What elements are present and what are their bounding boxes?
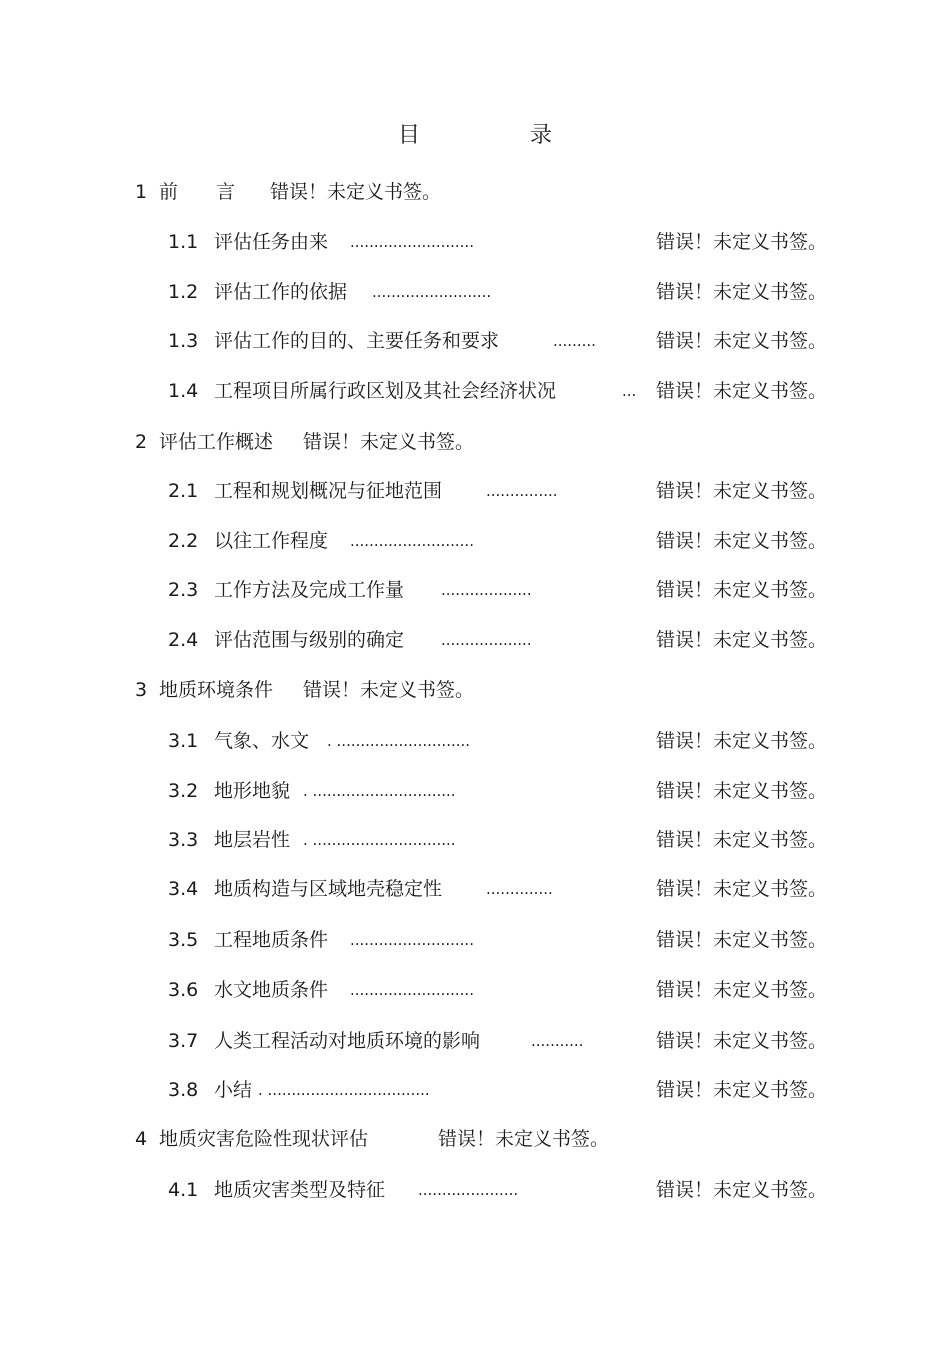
toc-entry-number: 3.1 <box>168 730 199 752</box>
toc-page-reference: 错误！未定义书签。 <box>656 829 828 851</box>
toc-entry-title: 工程和规划概况与征地范围 <box>214 480 443 502</box>
toc-page-reference: 错误！未定义书签。 <box>656 1079 828 1101</box>
toc-entry-number: 3 <box>135 679 148 701</box>
toc-entry[interactable] <box>168 279 347 305</box>
toc-entry-title: 工程地质条件 <box>214 929 329 951</box>
toc-leader-dots: ... <box>622 382 637 400</box>
toc-entry-title: 地质环境条件 <box>159 679 274 701</box>
toc-entry-number: 3.3 <box>168 829 199 851</box>
toc-entry[interactable] <box>135 677 273 703</box>
toc-leader-dots: . .................................. <box>258 1081 430 1099</box>
toc-entry[interactable] <box>168 1028 480 1054</box>
toc-page-reference: 错误！未定义书签。 <box>656 330 828 352</box>
toc-page-reference: 错误！未定义书签。 <box>656 929 828 951</box>
toc-entry-title: 地形地貌 <box>214 780 291 802</box>
toc-entry[interactable] <box>135 1126 368 1152</box>
toc-entry[interactable] <box>168 927 328 953</box>
toc-entry-title: 地质灾害类型及特征 <box>214 1179 386 1201</box>
toc-entry-number: 2 <box>135 431 148 453</box>
toc-entry-title: 人类工程活动对地质环境的影响 <box>214 1030 481 1052</box>
toc-page-reference: 错误！未定义书签。 <box>656 730 828 752</box>
toc-leader-dots: ............... <box>486 482 558 500</box>
toc-entry[interactable] <box>168 577 404 603</box>
toc-entry-title: 小结 <box>214 1079 253 1101</box>
toc-page-reference: 错误！未定义书签。 <box>656 1179 828 1201</box>
toc-entry[interactable] <box>168 778 290 804</box>
toc-entry-title: 地层岩性 <box>214 829 291 851</box>
toc-entry-number: 4.1 <box>168 1179 199 1201</box>
toc-entry-title: 工程项目所属行政区划及其社会经济状况 <box>214 380 557 402</box>
toc-entry[interactable] <box>168 876 442 902</box>
toc-entry-title: 工作方法及完成工作量 <box>214 579 405 601</box>
toc-entry-number: 3.2 <box>168 780 199 802</box>
toc-entry[interactable] <box>168 728 309 754</box>
toc-entry-title: 评估工作的目的、主要任务和要求 <box>214 330 500 352</box>
toc-entry-number: 3.8 <box>168 1079 199 1101</box>
toc-entry[interactable] <box>168 1177 385 1203</box>
toc-entry[interactable] <box>168 1077 252 1103</box>
toc-entry-title: 评估任务由来 <box>214 231 329 253</box>
toc-leader-dots: . ............................ <box>327 732 471 750</box>
toc-entry-number: 4 <box>135 1128 148 1150</box>
toc-entry[interactable] <box>168 229 328 255</box>
toc-page-reference: 错误！未定义书签。 <box>656 878 828 900</box>
toc-leader-dots: .......................... <box>350 532 474 550</box>
toc-entry-number: 3.5 <box>168 929 199 951</box>
toc-entry-number: 1.4 <box>168 380 199 402</box>
toc-leader-dots: ........... <box>531 1032 584 1050</box>
toc-leader-dots: . .............................. <box>303 831 456 849</box>
toc-page-reference: 错误！未定义书签。 <box>656 480 828 502</box>
toc-leader-dots: ..................... <box>418 1181 519 1199</box>
toc-page-reference: 错误！未定义书签。 <box>656 579 828 601</box>
toc-page-reference: 错误！未定义书签。 <box>656 281 828 303</box>
toc-page-reference: 错误！未定义书签。 <box>656 231 828 253</box>
toc-entry-title: 地质构造与区域地壳稳定性 <box>214 878 443 900</box>
toc-entry-title: 地质灾害危险性现状评估 <box>159 1128 369 1150</box>
toc-page-reference: 错误！未定义书签。 <box>656 1030 828 1052</box>
toc-leader-dots: .............. <box>486 880 553 898</box>
toc-page-reference: 错误！未定义书签。 <box>656 780 828 802</box>
toc-page-reference: 错误！未定义书签。 <box>303 679 475 701</box>
toc-leader-dots: . .............................. <box>303 782 456 800</box>
toc-leader-dots: ................... <box>441 631 532 649</box>
toc-page-reference: 错误！未定义书签。 <box>656 530 828 552</box>
toc-page-reference: 错误！未定义书签。 <box>656 629 828 651</box>
toc-leader-dots: .......................... <box>350 981 474 999</box>
toc-entry-number: 1.1 <box>168 231 199 253</box>
toc-entry-title: 以往工作程度 <box>214 530 329 552</box>
toc-entry-title: 气象、水文 <box>214 730 310 752</box>
toc-page-reference: 错误！未定义书签。 <box>438 1128 610 1150</box>
toc-entry-title: 水文地质条件 <box>214 979 329 1001</box>
toc-page-reference: 错误！未定义书签。 <box>656 979 828 1001</box>
toc-entry[interactable] <box>168 478 442 504</box>
toc-entry-title: 评估工作的依据 <box>214 281 348 303</box>
toc-leader-dots: .......................... <box>350 233 474 251</box>
toc-entry[interactable] <box>168 627 404 653</box>
toc-entry-number: 2.2 <box>168 530 199 552</box>
toc-entry-number: 2.4 <box>168 629 199 651</box>
toc-entry[interactable] <box>168 378 556 404</box>
toc-page-reference: 错误！未定义书签。 <box>656 380 828 402</box>
toc-entry[interactable] <box>135 179 235 205</box>
toc-entry-number: 1.2 <box>168 281 199 303</box>
toc-entry-number: 2.3 <box>168 579 199 601</box>
toc-entry-title: 评估工作概述 <box>159 431 274 453</box>
toc-entry-number: 3.4 <box>168 878 199 900</box>
toc-entry[interactable] <box>135 429 273 455</box>
toc-leader-dots: .......................... <box>350 931 474 949</box>
toc-page-reference: 错误！未定义书签。 <box>303 431 475 453</box>
toc-title: 目 录 <box>397 123 596 148</box>
toc-entry[interactable] <box>168 328 499 354</box>
toc-entry-number: 1.3 <box>168 330 199 352</box>
toc-leader-dots: ................... <box>441 581 532 599</box>
toc-entry-title: 前 言 <box>159 181 236 203</box>
toc-entry[interactable] <box>168 827 290 853</box>
toc-leader-dots: ......................... <box>372 283 492 301</box>
toc-entry-number: 3.7 <box>168 1030 199 1052</box>
toc-entry-number: 3.6 <box>168 979 199 1001</box>
toc-entry-title: 评估范围与级别的确定 <box>214 629 405 651</box>
toc-entry[interactable] <box>168 977 328 1003</box>
toc-page-reference: 错误！未定义书签。 <box>270 181 442 203</box>
toc-entry[interactable] <box>168 528 328 554</box>
toc-leader-dots: ......... <box>553 332 596 350</box>
toc-entry-number: 2.1 <box>168 480 199 502</box>
toc-entry-number: 1 <box>135 181 148 203</box>
